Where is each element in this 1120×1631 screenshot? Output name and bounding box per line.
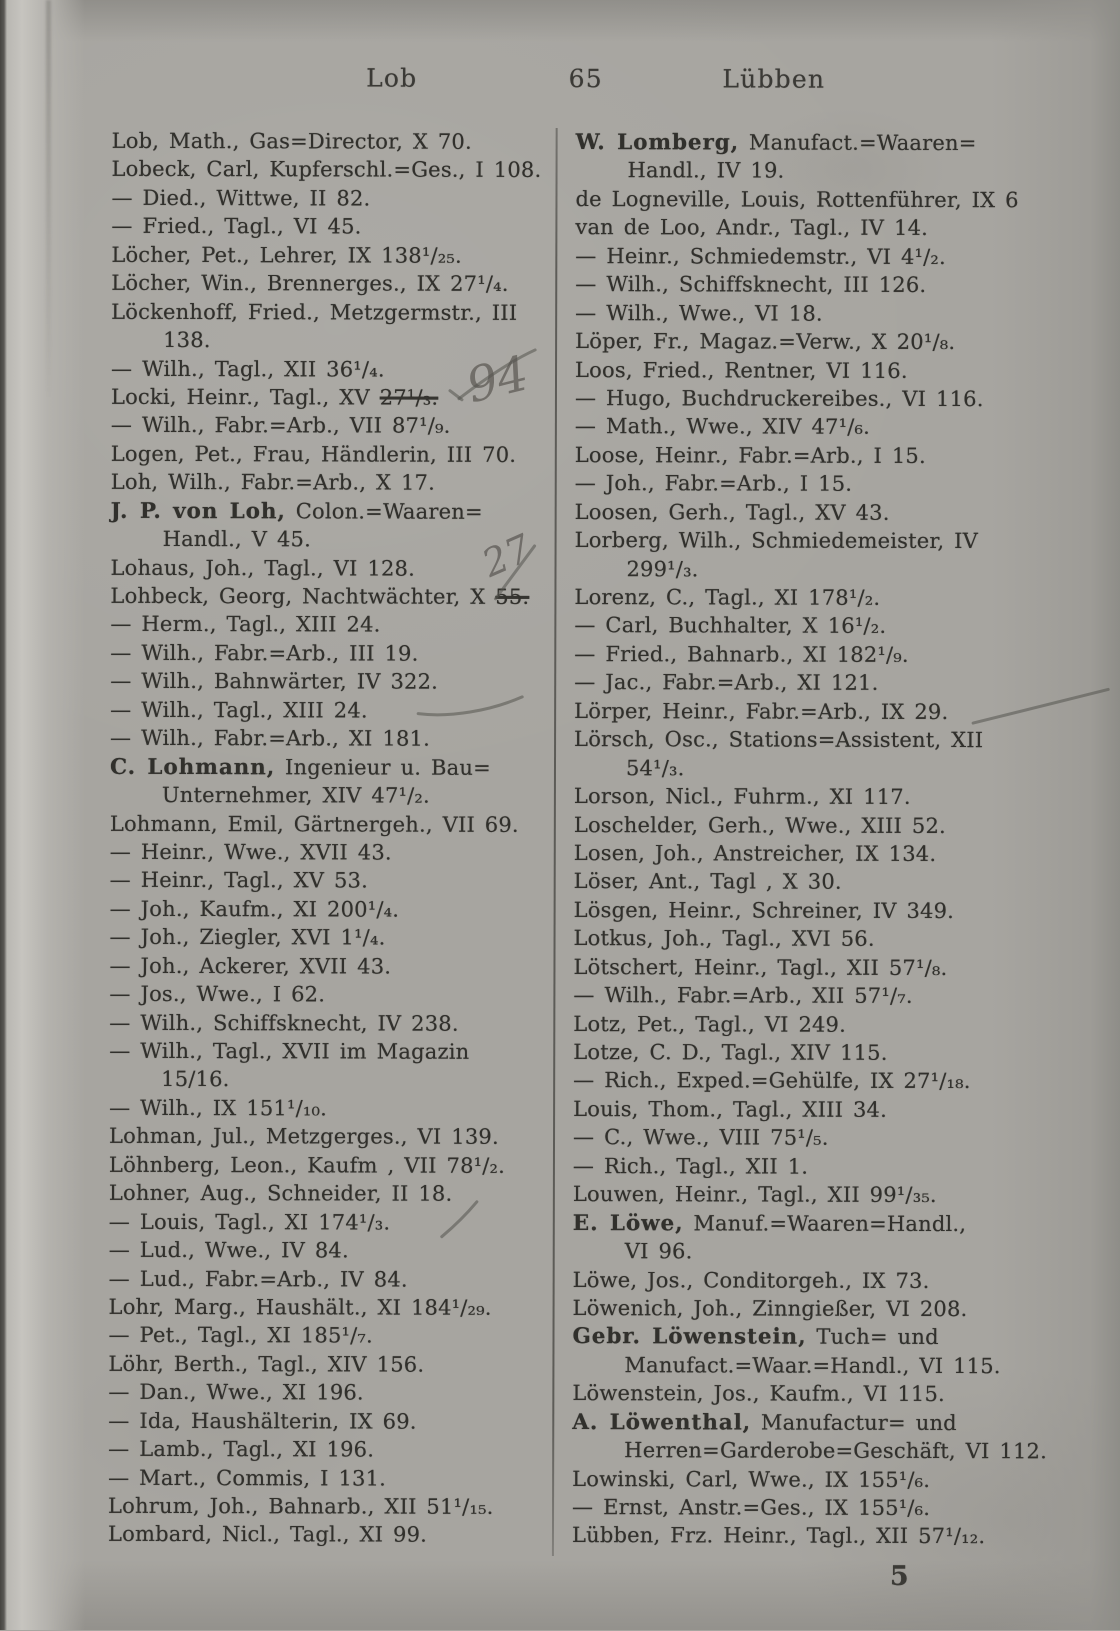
entry-text: Manufact.=Waar.=Handl., VI 115. xyxy=(624,1352,1001,1378)
entry-text: Lötschert, Heinr., Tagl., XII 57¹/₈. xyxy=(573,954,948,980)
entry-text: Löwe, Jos., Conditorgeh., IX 73. xyxy=(572,1267,930,1293)
directory-entry xyxy=(109,1151,547,1181)
entry-text: Lohner, Aug., Schneider, II 18. xyxy=(108,1181,453,1206)
entry-text: — Wilh., Tagl., XII 36¹/₄. xyxy=(111,356,385,382)
directory-entry xyxy=(110,866,548,896)
directory-entry xyxy=(573,981,1019,1011)
entry-text: — Dan., Wwe., XI 196. xyxy=(108,1380,364,1405)
entry-text: Lorenz, C., Tagl., XI 178¹/₂. xyxy=(574,585,881,610)
directory-entry xyxy=(575,213,1021,243)
entry-text: Ingenieur u. Bau= xyxy=(275,754,491,780)
entry-text: Löser, Ant., Tagl , X 30. xyxy=(573,869,842,895)
entry-text: Lohrum, Joh., Bahnarb., XII 51¹/₁₅. xyxy=(108,1493,494,1519)
entry-text: — Fried., Tagl., VI 45. xyxy=(111,214,362,239)
entry-text: Loose, Heinr., Fabr.=Arb., I 15. xyxy=(574,442,926,468)
directory-entry xyxy=(109,1122,547,1152)
entry-text: VI 96. xyxy=(624,1239,693,1264)
entry-text: Lobeck, Carl, Kupferschl.=Ges., I 108. xyxy=(111,157,542,183)
directory-entry xyxy=(109,1293,547,1323)
entry-name-bold: Gebr. Löwenstein, xyxy=(572,1324,807,1351)
directory-entry xyxy=(111,468,549,498)
directory-entry xyxy=(108,1321,546,1351)
directory-entry xyxy=(112,155,550,185)
directory-entry xyxy=(572,1465,1018,1495)
entry-text: — Wilh., Fabr.=Arb., III 19. xyxy=(110,640,419,666)
entry-text: — Ernst, Anstr.=Ges., IX 155¹/₆. xyxy=(572,1495,931,1520)
entry-text: Tuch= und xyxy=(806,1325,939,1350)
entry-text-struck: 55. xyxy=(495,584,530,609)
entry-name-bold: C. Lohmann, xyxy=(109,754,276,780)
entry-text: — Herm., Tagl., XIII 24. xyxy=(110,612,381,637)
directory-entry xyxy=(109,1037,547,1067)
directory-entry xyxy=(575,412,1021,442)
directory-entry xyxy=(573,1237,1019,1267)
entry-text: Lübben, Frz. Heinr., Tagl., XII 57¹/₁₂. xyxy=(571,1523,986,1549)
entry-name-bold: J. P. von Loh, xyxy=(110,498,286,524)
entry-text: 299¹/₃. xyxy=(626,556,699,581)
directory-entry xyxy=(110,582,548,612)
directory-entry xyxy=(572,1436,1047,1466)
entry-text: — Carl, Buchhalter, X 16¹/₂. xyxy=(574,613,887,639)
directory-entry xyxy=(111,326,549,356)
directory-entry xyxy=(574,867,1020,897)
directory-entry xyxy=(573,1038,1019,1068)
entry-text: — Rich., Tagl., XII 1. xyxy=(572,1153,809,1179)
directory-entry xyxy=(109,1179,547,1209)
directory-entry xyxy=(575,185,1021,215)
entry-text: 54¹/₃. xyxy=(625,755,685,780)
entry-text: Herren=Garderobe=Geschäft, VI 112. xyxy=(624,1438,1047,1464)
entry-text: Lösgen, Heinr., Schreiner, IV 349. xyxy=(573,897,955,923)
handwritten-annotation: 94 xyxy=(461,345,534,415)
directory-entry xyxy=(111,411,549,441)
directory-entry xyxy=(574,611,1020,641)
directory-entry xyxy=(573,1152,1019,1182)
entry-text: Löper, Fr., Magaz.=Verw., X 20¹/₈. xyxy=(575,329,956,355)
entry-text: — Lamb., Tagl., XI 196. xyxy=(108,1436,375,1462)
entry-text: — C., Wwe., VIII 75¹/₅. xyxy=(572,1125,829,1151)
directory-entry xyxy=(575,441,1021,471)
entry-text: Colon.=Waaren= xyxy=(285,498,483,524)
directory-entry xyxy=(572,1351,1018,1381)
entry-text: — Louis, Tagl., XI 174¹/₃. xyxy=(108,1209,391,1235)
entry-text: — Pet., Tagl., XI 185¹/₇. xyxy=(108,1323,373,1348)
entry-text: — Wilh., IX 151¹/₁₀. xyxy=(109,1095,328,1121)
directory-entry xyxy=(108,1520,546,1550)
directory-entry xyxy=(574,924,1020,954)
directory-entry xyxy=(110,696,548,726)
directory-entry xyxy=(111,212,549,242)
directory-entry xyxy=(575,469,1021,499)
entry-text: — Wilh., Fabr.=Arb., XI 181. xyxy=(110,726,431,751)
column-left xyxy=(108,127,550,1550)
entry-text: Lorson, Nicl., Fuhrm., XI 117. xyxy=(573,784,911,809)
entry-text: Lotz, Pet., Tagl., VI 249. xyxy=(573,1011,847,1037)
directory-entry xyxy=(574,782,1020,812)
entry-text: Losen, Joh., Anstreicher, IX 134. xyxy=(573,840,937,866)
directory-entry xyxy=(110,610,548,640)
entry-text-struck: 27¹/₃. xyxy=(379,385,439,410)
directory-entry xyxy=(573,1294,1019,1324)
entry-text: Loh, Wilh., Fabr.=Arb., X 17. xyxy=(110,470,436,495)
directory-entry xyxy=(574,896,1020,926)
entry-text: 15/16. xyxy=(161,1067,230,1092)
header-page-number: 65 xyxy=(568,64,603,94)
entry-text: — Heinr., Schmiedemstr., VI 4¹/₂. xyxy=(575,243,946,269)
directory-entry xyxy=(108,1407,546,1437)
directory-entry xyxy=(110,781,548,811)
directory-entry xyxy=(575,384,1021,414)
entry-text: Louwen, Heinr., Tagl., XII 99¹/₃₅. xyxy=(572,1182,937,1208)
entry-text: Lohmann, Emil, Gärtnergeh., VII 69. xyxy=(109,811,519,837)
directory-entry xyxy=(111,184,549,214)
entry-text: — Wilh., Tagl., XIII 24. xyxy=(110,697,368,723)
entry-text: 138. xyxy=(163,328,211,353)
directory-entry xyxy=(575,242,1021,272)
directory-entry xyxy=(109,1065,547,1095)
entry-text: Lotze, C. D., Tagl., XIV 115. xyxy=(573,1040,888,1065)
column-right xyxy=(571,128,1047,1551)
entry-text: Lob, Math., Gas=Director, X 70. xyxy=(111,128,472,154)
directory-entry-bold xyxy=(573,1209,1019,1239)
entry-text: Löwenich, Joh., Zinngießer, VI 208. xyxy=(572,1295,968,1322)
entry-text: — Wilh., Wwe., VI 18. xyxy=(575,300,823,326)
directory-entry xyxy=(111,354,549,384)
entry-text: Manufact.=Waaren= xyxy=(739,130,977,156)
directory-entry xyxy=(572,1521,1018,1551)
entry-text: — Joh., Kaufm., XI 200¹/₄. xyxy=(109,896,400,922)
directory-entry xyxy=(573,1066,1019,1096)
directory-entry xyxy=(575,270,1021,300)
directory-entry xyxy=(574,839,1020,869)
entry-text: de Logneville, Louis, Rottenführer, IX 6 xyxy=(575,186,1019,213)
directory-entry xyxy=(110,667,548,697)
entry-text: Lohman, Jul., Metzgerges., VI 139. xyxy=(108,1124,499,1150)
directory-entry xyxy=(109,952,547,982)
entry-text: — Joh., Ackerer, XVII 43. xyxy=(109,953,392,979)
entry-text: Loos, Fried., Rentner, VI 116. xyxy=(575,357,908,383)
entry-text: — Wilh., Schiffsknecht, III 126. xyxy=(575,272,927,298)
entry-text: Lowinski, Carl, Wwe., IX 155¹/₆. xyxy=(572,1466,931,1492)
directory-entry xyxy=(573,1095,1019,1125)
entry-text: — Wilh., Tagl., XVII im Magazin xyxy=(109,1038,470,1064)
directory-entry-bold xyxy=(572,1408,1018,1438)
directory-entry xyxy=(110,895,548,925)
entry-text: Lombard, Nicl., Tagl., XI 99. xyxy=(107,1522,428,1548)
entry-text: Logen, Pet., Frau, Händlerin, III 70. xyxy=(110,441,517,467)
directory-entry xyxy=(109,1008,547,1038)
entry-text: Lorberg, Wilh., Schmiedemeister, IV xyxy=(574,528,978,554)
directory-entry xyxy=(573,1266,1019,1296)
directory-entry xyxy=(576,156,1022,186)
directory-entry xyxy=(573,953,1019,983)
directory-entry xyxy=(110,553,548,583)
directory-entry xyxy=(110,724,548,754)
entry-text: Lohaus, Joh., Tagl., VI 128. xyxy=(110,555,416,581)
entry-text: — Joh., Fabr.=Arb., I 15. xyxy=(574,471,853,497)
entry-text: — Ida, Haushälterin, IX 69. xyxy=(108,1408,417,1434)
entry-text: Löwenstein, Jos., Kaufm., VI 115. xyxy=(572,1381,945,1407)
entry-text: — Heinr., Tagl., XV 53. xyxy=(109,868,369,893)
entry-text: — Mart., Commis, I 131. xyxy=(108,1465,387,1491)
entry-text: — Hugo, Buchdruckereibes., VI 116. xyxy=(574,385,984,412)
directory-entry xyxy=(110,838,548,868)
entry-text: Löhnberg, Leon., Kaufm , VII 78¹/₂. xyxy=(108,1152,506,1178)
entry-text: van de Loo, Andr., Tagl., IV 14. xyxy=(575,215,929,241)
directory-entry xyxy=(109,1236,547,1266)
directory-entry xyxy=(110,923,548,953)
directory-entry xyxy=(111,525,549,555)
header-keyword-right: Lübben xyxy=(722,64,826,94)
directory-entry xyxy=(111,383,549,413)
directory-entry xyxy=(109,1264,547,1294)
entry-text: — Wilh., Fabr.=Arb., VII 87¹/₉. xyxy=(110,413,451,439)
directory-entry-bold xyxy=(110,752,548,782)
directory-entry-bold xyxy=(576,128,1022,158)
entry-name-bold: E. Löwe, xyxy=(572,1210,684,1236)
directory-entry xyxy=(111,241,549,271)
entry-text: — Wilh., Schiffsknecht, IV 238. xyxy=(109,1010,459,1036)
directory-entry xyxy=(109,1207,547,1237)
entry-text: — Rich., Exped.=Gehülfe, IX 27¹/₁₈. xyxy=(573,1068,971,1094)
directory-entry xyxy=(111,440,549,470)
directory-entry xyxy=(575,327,1021,357)
entry-text: Loschelder, Gerh., Wwe., XIII 52. xyxy=(573,812,946,838)
directory-entry xyxy=(574,640,1020,670)
entry-text: — Lud., Wwe., IV 84. xyxy=(108,1237,349,1263)
directory-entry xyxy=(575,299,1021,329)
directory-entry xyxy=(572,1379,1018,1409)
directory-entry xyxy=(573,1180,1019,1210)
directory-entry xyxy=(575,526,1021,556)
page-signature-number: 5 xyxy=(889,1560,909,1592)
entry-text: Löckenhoff, Fried., Metzgermstr., III xyxy=(111,299,518,325)
directory-entry xyxy=(108,1435,546,1465)
entry-text: Manufactur= und xyxy=(751,1410,957,1435)
directory-entry xyxy=(108,1350,546,1380)
directory-entry xyxy=(574,555,1020,585)
directory-entry xyxy=(108,1378,546,1408)
directory-entry xyxy=(574,697,1020,727)
directory-entry xyxy=(574,725,1020,755)
entry-text: Handl., V 45. xyxy=(162,527,312,552)
entry-text: Louis, Thom., Tagl., XIII 34. xyxy=(573,1096,888,1122)
entry-text: — Died., Wittwe, II 82. xyxy=(111,185,371,211)
entry-name-bold: W. Lomberg, xyxy=(575,130,740,156)
entry-text: — Wilh., Fabr.=Arb., XII 57¹/₇. xyxy=(573,983,913,1009)
directory-entry xyxy=(574,811,1020,841)
entry-text: — Fried., Bahnarb., XI 182¹/₉. xyxy=(574,641,909,667)
column-divider xyxy=(552,128,558,1556)
entry-text: — Wilh., Bahnwärter, IV 322. xyxy=(110,669,439,694)
entry-text: Lörper, Heinr., Fabr.=Arb., IX 29. xyxy=(574,698,949,724)
entry-text: Loosen, Gerh., Tagl., XV 43. xyxy=(574,499,890,525)
directory-entry xyxy=(110,809,548,839)
entry-text: Unternehmer, XIV 47¹/₂. xyxy=(161,783,430,808)
directory-entry xyxy=(574,583,1020,613)
entry-name-bold: A. Löwenthal, xyxy=(572,1409,752,1436)
entry-text: — Lud., Fabr.=Arb., IV 84. xyxy=(108,1266,408,1292)
entry-text: Manuf.=Waaren=Handl., xyxy=(683,1210,967,1236)
entry-text: — Jos., Wwe., I 62. xyxy=(109,981,326,1007)
directory-entry xyxy=(109,1094,547,1124)
directory-entry xyxy=(111,297,549,327)
entry-text: Löcher, Pet., Lehrer, IX 138¹/₂₅. xyxy=(111,242,462,268)
header-keyword-left: Lob xyxy=(366,63,418,93)
handwritten-annotation: 27 xyxy=(475,525,538,586)
entry-text: — Jac., Fabr.=Arb., XI 121. xyxy=(574,670,879,696)
directory-entry xyxy=(112,127,550,157)
entry-text: Lohr, Marg., Haushält., XI 184¹/₂₉. xyxy=(108,1294,492,1320)
directory-entry xyxy=(575,498,1021,528)
directory-entry xyxy=(574,754,1020,784)
entry-text: — Heinr., Wwe., XVII 43. xyxy=(109,839,392,865)
directory-entry xyxy=(575,356,1021,386)
directory-entry xyxy=(111,269,549,299)
entry-text: Lohbeck, Georg, Nachtwächter, X xyxy=(110,583,496,609)
directory-entry-bold xyxy=(572,1322,1018,1352)
directory-entry xyxy=(573,1010,1019,1040)
directory-entry-bold xyxy=(111,497,549,527)
entry-text: Handl., IV 19. xyxy=(627,158,785,184)
entry-text: — Joh., Ziegler, XVI 1¹/₄. xyxy=(109,925,386,950)
directory-entry xyxy=(110,639,548,669)
entry-text: Lotkus, Joh., Tagl., XVI 56. xyxy=(573,926,875,952)
entry-text: Lörsch, Osc., Stations=Assistent, XII xyxy=(574,727,984,753)
directory-entry xyxy=(109,980,547,1010)
entry-text: Löcher, Win., Brennerges., IX 27¹/₄. xyxy=(111,271,509,297)
entry-text: — Math., Wwe., XIV 47¹/₆. xyxy=(574,414,871,440)
directory-entry xyxy=(574,668,1020,698)
entry-text: Löhr, Berth., Tagl., XIV 156. xyxy=(108,1351,425,1377)
directory-entry xyxy=(572,1493,1018,1523)
directory-entry xyxy=(108,1492,546,1522)
entry-text: Locki, Heinr., Tagl., XV xyxy=(110,384,380,410)
directory-entry xyxy=(108,1463,546,1493)
directory-entry xyxy=(573,1123,1019,1153)
